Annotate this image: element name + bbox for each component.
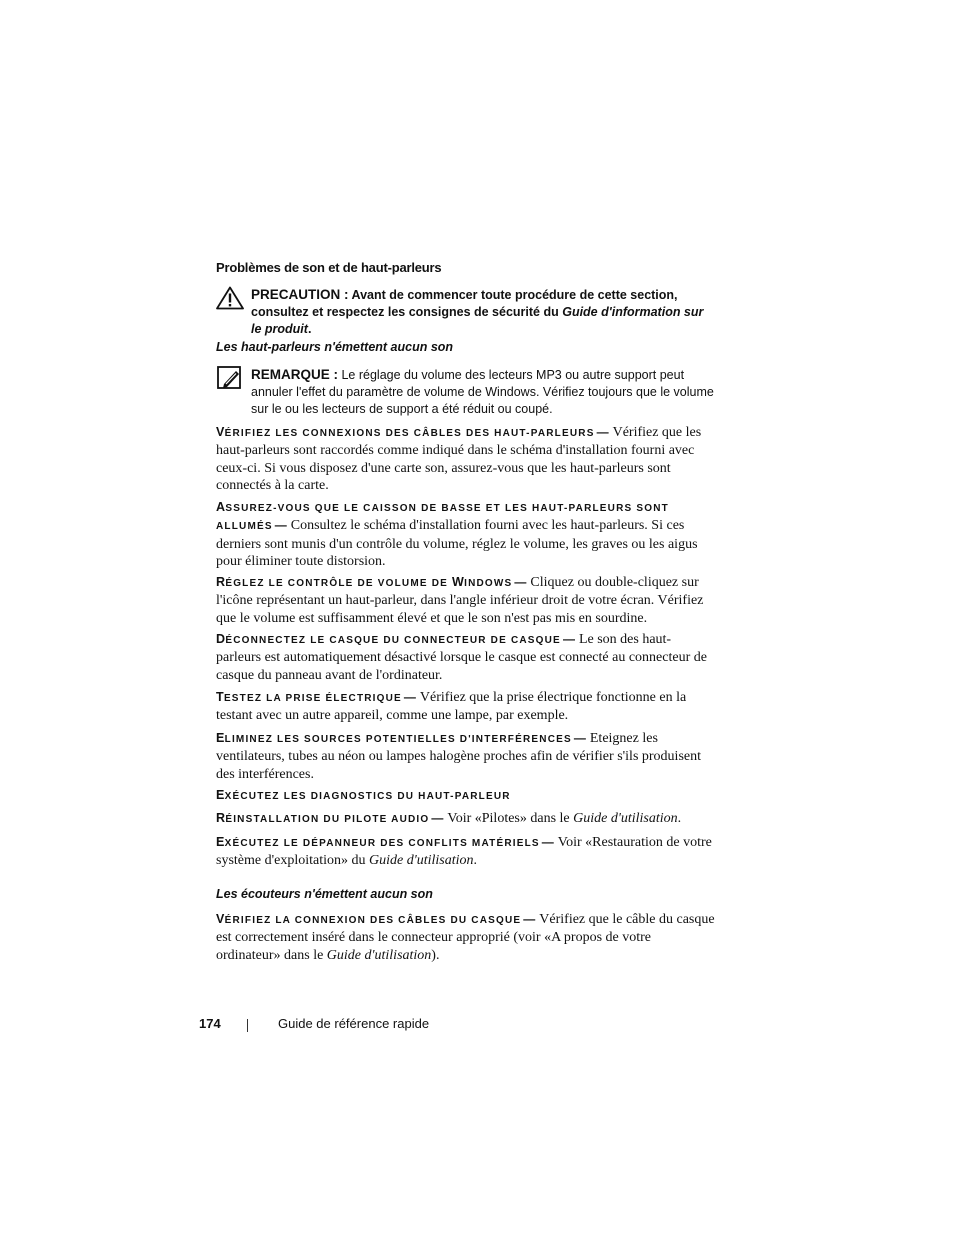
precaution-end: .: [307, 322, 312, 336]
remarque-notice: [216, 366, 716, 418]
item-windows-volume: RÉGLEZ LE CONTRÔLE DE VOLUME DE WINDOWS — Cliquez ou double-cliquez sur l'icône représentant un haut-parleur, dans l'angle inférieur droit de votre écran. Vérifiez que le volume est suffisamment élevé et que le son n'est pas mis en sourdine.: [216, 575, 704, 626]
item-hardware-troubleshooter: EXÉCUTEZ LE DÉPANNEUR DES CONFLITS MATÉRIELS — Voir «Restauration de votre système d'exploitation» du Guide d'utilisation.: [216, 835, 712, 869]
footer-title: Guide de référence rapide: [278, 1016, 430, 1031]
subheading-speakers: Les haut-parleurs n'émettent aucun son: [216, 340, 454, 354]
item-subwoofer-on: ASSUREZ-VOUS QUE LE CAISSON DE BASSE ET LES HAUT-PARLEURS SONT ALLUMÉS — Consultez le schéma d'installation fourni avec les haut-parleurs. Si ces derniers sont munis d'un contrôle du volume, réglez le volume, les graves ou les aigus pour éliminer toute distorsion.: [216, 500, 698, 569]
item-verify-headphone-cable: VÉRIFIEZ LA CONNEXION DES CÂBLES DU CASQUE — Vérifiez que le câble du casque est correctement inséré dans le connecteur approprié (voir «A propos de votre ordinateur» dans le Guide d'utilisation).: [216, 912, 715, 963]
precaution-label: PRECAUTION :: [251, 287, 349, 302]
remarque-text: Le réglage du volume des lecteurs MP3 ou autre support peut annuler l'effet du paramètre de volume de Windows. Vérifiez toujours que le volume sur le ou les lecteurs de support a été réduit ou coupé.: [251, 368, 714, 416]
footer-divider: [247, 1019, 248, 1032]
item-reinstall-driver: RÉINSTALLATION DU PILOTE AUDIO — Voir «Pilotes» dans le Guide d'utilisation.: [216, 811, 682, 826]
remarque-label: REMARQUE :: [251, 367, 338, 382]
item-disconnect-headphones: DÉCONNECTEZ LE CASQUE DU CONNECTEUR DE CASQUE — Le son des haut-parleurs est automatiquement désactivé lorsque le casque est connecté au connecteur de casque du panneau avant de l'ordinateur.: [216, 632, 707, 683]
warning-triangle-icon: [216, 286, 244, 310]
item-verify-cables: VÉRIFIEZ LES CONNEXIONS DES CÂBLES DES HAUT-PARLEURS — Vérifiez que les haut-parleurs sont raccordés comme indiqué dans le schéma d'installation fourni avec ceux-ci. Si vous disposez d'une carte son, assurez-vous que les haut-parleurs sont connectés à la carte.: [216, 425, 702, 493]
subheading-headphones: Les écouteurs n'émettent aucun son: [216, 887, 433, 901]
page-number: 174: [199, 1016, 221, 1031]
item-test-outlet: TESTEZ LA PRISE ÉLECTRIQUE — Vérifiez que la prise électrique fonctionne en la testant avec un autre appareil, comme une lampe, par exemple.: [216, 690, 687, 724]
precaution-text: Avant de commencer toute procédure de cette section, consultez et respectez les consignes de sécurité du: [251, 288, 678, 319]
item-run-diagnostics: EXÉCUTEZ LES DIAGNOSTICS DU HAUT-PARLEUR: [216, 788, 511, 802]
item-interference: ELIMINEZ LES SOURCES POTENTIELLES D'INTERFÉRENCES — Eteignez les ventilateurs, tubes au néon ou lampes halogène proches afin de vérifier s'ils produisent des interférences.: [216, 731, 701, 782]
precaution-notice: [216, 286, 716, 338]
section-title: Problèmes de son et de haut-parleurs: [216, 260, 442, 275]
note-pencil-icon: [216, 366, 244, 390]
precaution-guide: Guide d'information sur le produit: [251, 305, 704, 336]
